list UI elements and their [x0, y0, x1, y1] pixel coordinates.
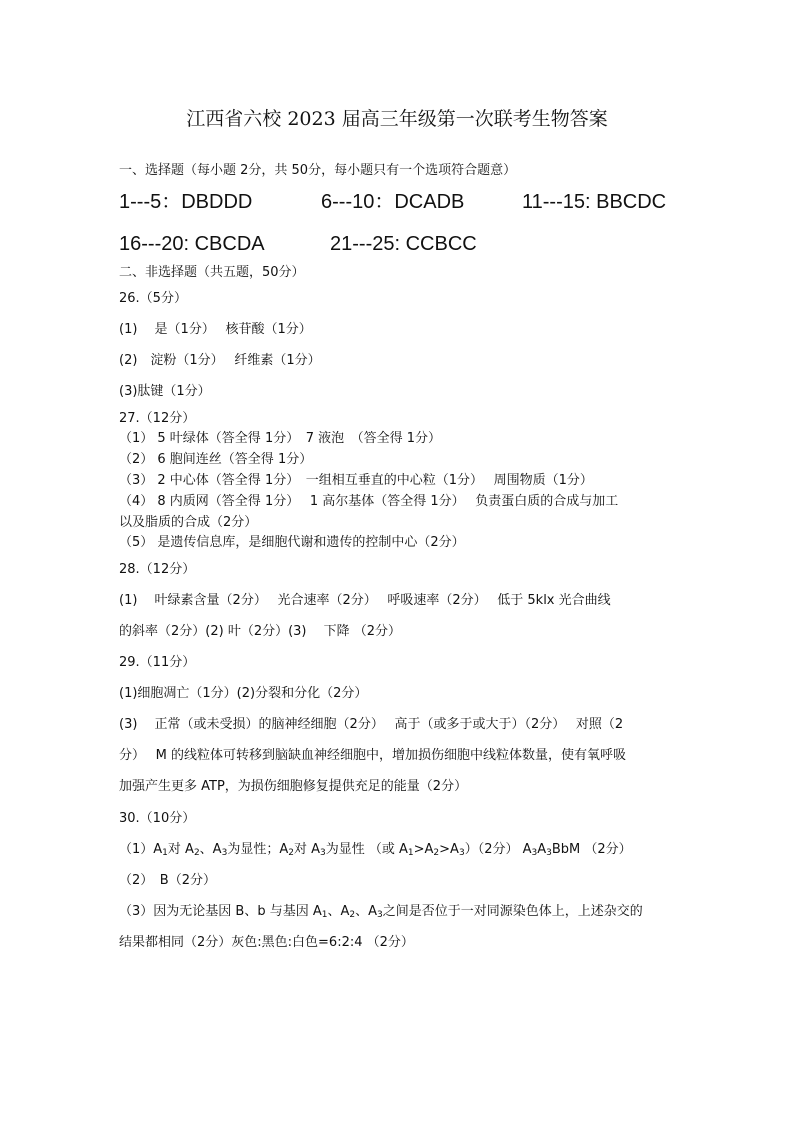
section1-heading: 一、选择题（每小题 2分，共 50分，每小题只有一个选项符合题意）: [119, 163, 517, 178]
answer-6-10: 6---10：DCADB: [321, 191, 465, 213]
answer-11-15: 11---15: BBCDC: [522, 191, 667, 213]
q27-line-1: （1） 5 叶绿体（答全得 1分） 7 液泡 （答全得 1分）: [119, 431, 442, 446]
q26-line-3: (3)肽键（1分）: [119, 384, 211, 399]
document-title: 江西省六校 2023 届高三年级第一次联考生物答案: [186, 108, 608, 130]
q28-line-2: 的斜率（2分）(2) 叶（2分）(3) 下降 （2分）: [119, 624, 402, 639]
q29-line-2: (3) 正常（或未受损）的脑神经细胞（2分） 高于（或多于或大于）（2分） 对照（2: [119, 717, 624, 732]
q27-line-4: （4） 8 内质网（答全得 1分） 1 高尔基体（答全得 1分） 负责蛋白质的合成与加工: [119, 494, 619, 509]
answer-1-5: 1---5：DBDDD: [119, 191, 253, 213]
q28-line-1: (1) 叶绿素含量（2分） 光合速率（2分） 呼吸速率（2分） 低于 5klx 光合曲线: [119, 593, 611, 608]
q30-line-3: （3）因为无论基因 B、b 与基因 $A_1$、$A_2$、$A_3$之间是否位于一对同源染色体上，上述杂交的: [119, 904, 643, 920]
q28-header: 28.（12分）: [119, 562, 196, 577]
q26-line-2: (2) 淀粉（1分） 纤维素（1分）: [119, 353, 321, 368]
q30-line-2: （2） B（2分）: [119, 873, 216, 888]
q30-header: 30.（10分）: [119, 811, 196, 826]
q27-line-2: （2） 6 胞间连丝（答全得 1分）: [119, 452, 313, 467]
q29-line-1: (1)细胞凋亡（1分）(2)分裂和分化（2分）: [119, 686, 368, 701]
q30-line-4: 结果都相同（2分）灰色:黑色:白色=6:2:4 （2分）: [119, 935, 414, 950]
answer-16-20: 16---20: CBCDA: [119, 233, 265, 255]
q30-line-1: $(1)A_1$对 $A_2$、$A_3$为显性；$A_2$对 $A_3$为显性 （或 $A_1>A_2>A_3)(2$分） $A_3A_3BbM$ （2分）: [119, 842, 632, 858]
q27-line-6: （5） 是遗传信息库，是细胞代谢和遗传的控制中心（2分）: [119, 535, 465, 550]
q27-line-3: （3） 2 中心体（答全得 1分） 一组相互垂直的中心粒（1分） 周围物质（1分）: [119, 473, 593, 488]
section2-heading: 二、非选择题（共五题，50分）: [119, 265, 305, 280]
q29-line-4: 加强产生更多 ATP，为损伤细胞修复提供充足的能量（2分）: [119, 779, 468, 794]
q27-line-5: 以及脂质的合成（2分）: [119, 515, 258, 530]
q26-header: 26.（5分）: [119, 291, 187, 306]
q26-line-1: (1) 是（1分） 核苷酸（1分）: [119, 322, 312, 337]
q29-header: 29.（11分）: [119, 655, 196, 670]
answer-21-25: 21---25: CCBCC: [330, 233, 477, 255]
q29-line-3: 分） M 的线粒体可转移到脑缺血神经细胞中，增加损伤细胞中线粒体数量，使有氧呼吸: [119, 748, 626, 763]
q27-header: 27.（12分）: [119, 411, 196, 426]
